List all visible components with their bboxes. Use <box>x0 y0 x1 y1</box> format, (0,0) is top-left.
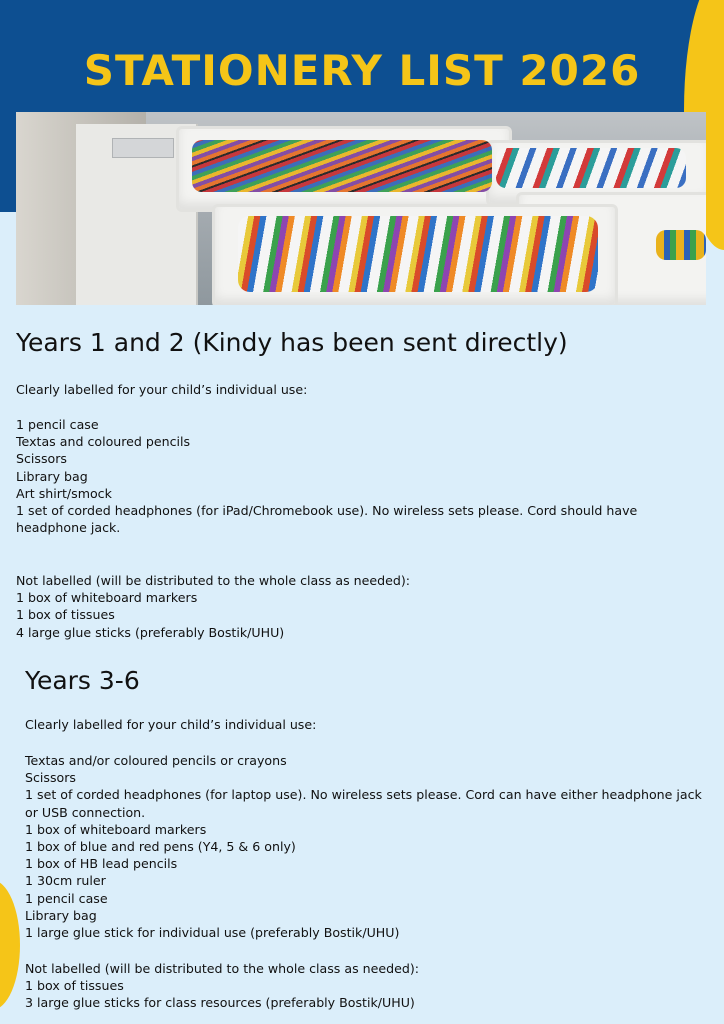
years-3-6-heading: Years 3-6 <box>25 666 140 695</box>
page-title: STATIONERY LIST 2026 <box>83 46 641 95</box>
intro-text: Clearly labelled for your child’s individual use: <box>16 382 308 397</box>
list-item: 1 set of corded headphones (for iPad/Chromebook use). No wireless sets please. Cord should have headphone jack. <box>16 503 638 536</box>
years-3-6-list <box>25 752 705 941</box>
years-1-2-heading: Years 1 and 2 (Kindy has been sent directly) <box>16 328 568 357</box>
list-item: 1 box of HB lead pencils <box>25 856 178 872</box>
list-item: Scissors <box>25 770 76 786</box>
list-item: Scissors <box>16 451 67 467</box>
not-labelled-intro: Not labelled (will be distributed to the whole class as needed): <box>25 961 420 976</box>
list-item: 1 pencil case <box>25 890 108 906</box>
list-item: Library bag <box>16 468 88 484</box>
list-item: 1 box of tissues <box>16 607 115 623</box>
list-item: 4 large glue sticks (preferably Bostik/UHU) <box>16 624 285 640</box>
list-item: 3 large glue sticks for class resources (preferably Bostik/UHU) <box>25 995 415 1011</box>
list-item: 1 pencil case <box>16 417 99 432</box>
not-labelled-intro: Not labelled (will be distributed to the whole class as needed): <box>16 573 411 588</box>
list-item: 1 30cm ruler <box>25 873 106 889</box>
list-item: 1 box of tissues <box>25 978 124 994</box>
list-item: 1 box of whiteboard markers <box>25 821 207 837</box>
years-1-2-not-labelled <box>16 572 706 641</box>
years-3-6-intro <box>25 716 705 733</box>
list-item: Library bag <box>25 907 97 923</box>
list-item: 1 large glue stick for individual use (preferably Bostik/UHU) <box>25 925 400 941</box>
list-item: Textas and/or coloured pencils or crayons <box>25 753 287 768</box>
intro-text: Clearly labelled for your child’s individual use: <box>25 717 317 732</box>
list-item: 1 box of whiteboard markers <box>16 590 198 606</box>
years-1-2-intro <box>16 381 706 398</box>
years-3-6-not-labelled <box>25 960 705 1012</box>
years-1-2-list <box>16 416 706 536</box>
stationery-trays-photo <box>16 112 706 305</box>
list-item: Textas and coloured pencils <box>16 434 191 450</box>
decorative-blob-bottom-left <box>0 880 20 1010</box>
list-item: Art shirt/smock <box>16 485 112 501</box>
list-item: 1 set of corded headphones (for laptop use). No wireless sets please. Cord can have either headphone jack or USB connection. <box>25 787 702 820</box>
list-item: 1 box of blue and red pens (Y4, 5 & 6 only) <box>25 839 296 855</box>
